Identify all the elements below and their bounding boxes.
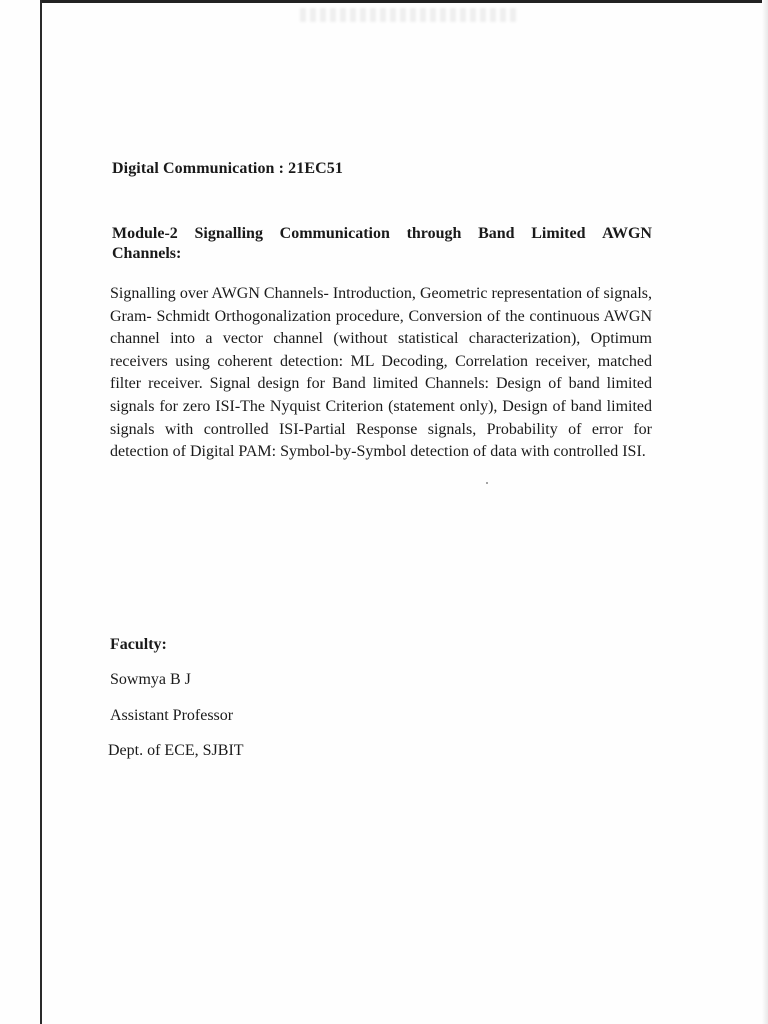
module-heading <box>112 224 652 264</box>
scan-speck <box>486 482 488 484</box>
heading-word: Band <box>478 225 515 242</box>
syllabus-paragraph: Signalling over AWGN Channels- Introduction, Geometric representation of signals, Gram- Schmidt Orthogonalization procedure, Conversion of the continuous AWGN channel into a vector channel (without statistical characterization), Optimum receivers using coherent detection: ML Decoding, Correlation receiver, matched filter receiver. Signal design for Band limited Channels: Design of band limited signals for zero ISI-The Nyquist Criterion (statement only), Design of band limited signals with controlled ISI-Partial Response signals, Probability of error for detection of Digital PAM: Symbol-by-Symbol detection of data with controlled ISI. <box>110 285 652 461</box>
module-heading-line1 <box>112 224 652 244</box>
heading-word: through <box>406 225 462 242</box>
faculty-name: Sowmya B J <box>110 671 191 688</box>
faculty-designation: Assistant Professor <box>110 707 234 724</box>
scan-left-edge <box>40 0 42 1024</box>
heading-word: Signalling <box>194 225 263 242</box>
heading-word: Module-2 <box>112 225 178 242</box>
scan-right-shadow <box>762 0 768 1024</box>
faculty-department: Dept. of ECE, SJBIT <box>108 742 244 759</box>
heading-word: AWGN <box>602 225 652 242</box>
course-title: Digital Communication : 21EC51 <box>112 160 343 177</box>
faculty-label: Faculty: <box>110 636 167 653</box>
bleed-through-marks <box>300 8 520 22</box>
module-heading-line2: Channels: <box>112 245 182 262</box>
scan-top-edge <box>40 0 768 3</box>
heading-word: Communication <box>279 225 390 242</box>
heading-word: Limited <box>531 225 586 242</box>
